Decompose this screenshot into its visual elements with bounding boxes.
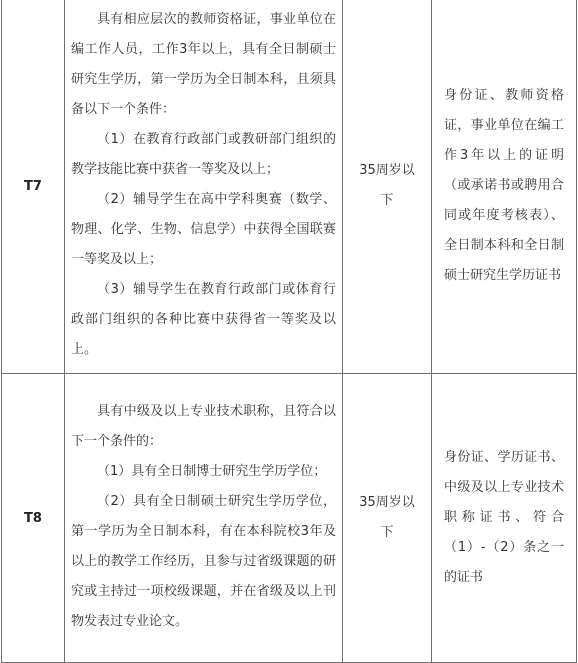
conditions-cell <box>65 374 343 663</box>
condition-item: （3）辅导学生在教育行政部门或体育行政部门组织的各种比赛中获得省一等奖及以上。 <box>71 282 336 357</box>
age-limit: 35周岁以下 <box>359 495 415 540</box>
documents-cell <box>432 374 577 663</box>
post-code: T8 <box>24 510 42 526</box>
condition-item: （2）具有全日制硕士研究生学历学位，第一学历为全日制本科，有在本科院校3年及以上的教学工作经历，且参与过省级课题的研究或主持过一项校级课题，并在省级及以上刊物发表过专业论文。 <box>71 494 336 629</box>
conditions-cell <box>65 0 343 374</box>
post-code-cell <box>2 374 65 663</box>
table-row-t8 <box>2 374 577 663</box>
condition-item: （1）在教育行政部门或教研部门组织的教学技能比赛中获省一等奖及以上； <box>71 132 336 177</box>
condition-intro: 具有相应层次的教师资格证，事业单位在编工作人员，工作3年以上，具有全日制硕士研究生学历，第一学历为全日制本科，且须具备以下一个条件： <box>71 12 336 117</box>
documents-cell <box>432 0 577 374</box>
post-code: T7 <box>24 178 42 194</box>
requirements-table <box>1 0 577 663</box>
condition-intro: 具有中级及以上专业技术职称，且符合以下一个条件的： <box>71 404 336 449</box>
condition-item: （2）辅导学生在高中学科奥赛（数学、物理、化学、生物、信息学）中获得全国联赛一等奖及以上； <box>71 192 336 267</box>
age-limit: 35周岁以下 <box>359 163 415 208</box>
required-documents: 身份证、教师资格证，事业单位在编工作3年以上的证明（或承诺书或聘用合同或年度考核表）、全日制本科和全日制硕士研究生学历证书 <box>444 88 564 283</box>
age-cell <box>343 0 432 374</box>
post-code-cell <box>2 0 65 374</box>
condition-item: （1）具有全日制博士研究生学历学位； <box>97 464 327 479</box>
age-cell <box>343 374 432 663</box>
required-documents: 身份证、学历证书、中级及以上专业技术职称证书、符合（1）-（2）条之一的证书 <box>444 450 564 585</box>
table-row-t7 <box>2 0 577 374</box>
